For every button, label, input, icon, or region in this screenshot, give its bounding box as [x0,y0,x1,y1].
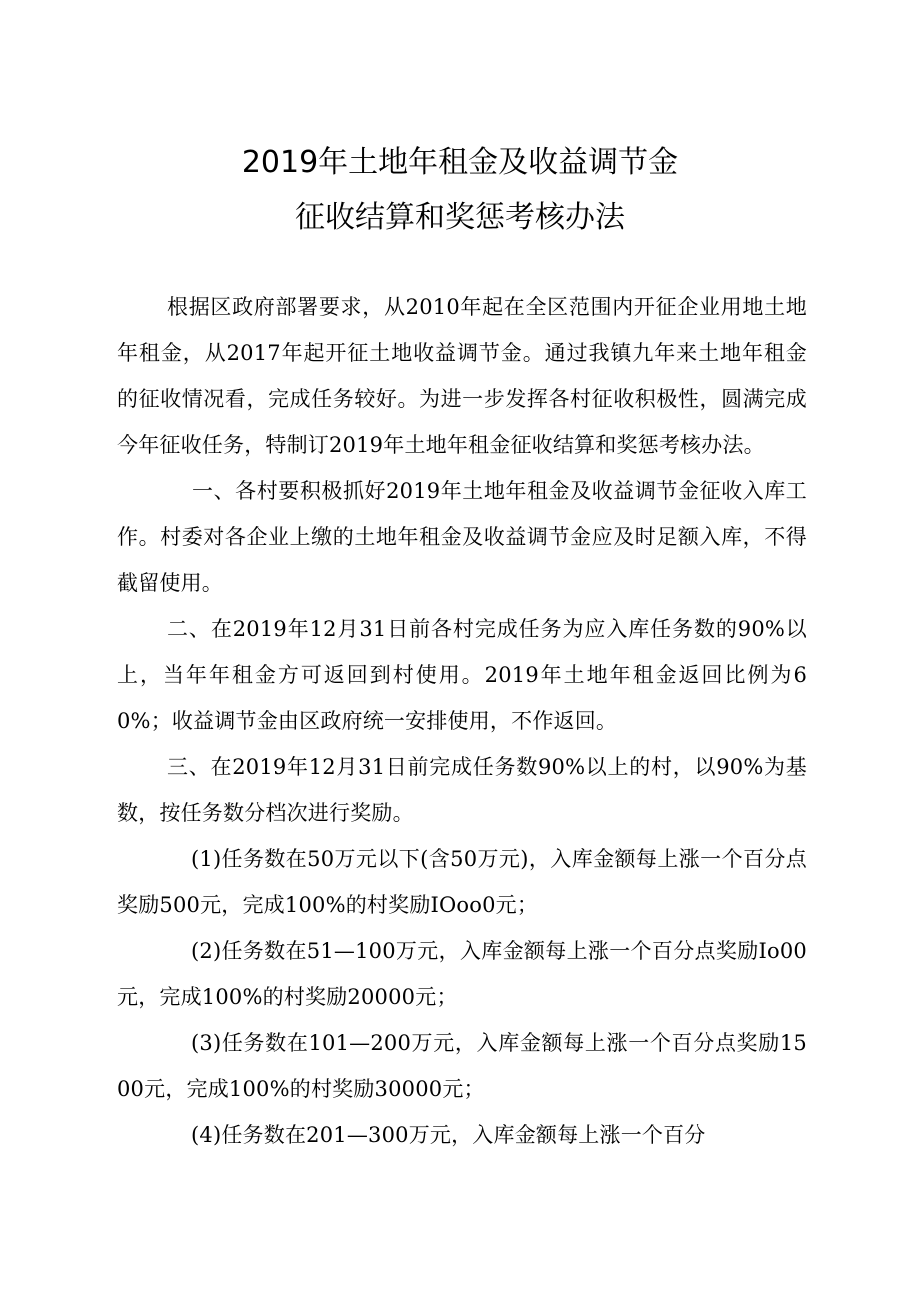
document-title-line-2: 征收结算和奖惩考核办法 [295,200,625,235]
paragraph-item-3: (3)任务数在101—200万元，入库金额每上涨一个百分点奖励1500元，完成100%的村奖励30000元； [117,1031,807,1101]
paragraph-section-1: 一、各村要积极抓好2019年土地年租金及收益调节金征收入库工作。村委对各企业上缴的土地年租金及收益调节金应及时足额入库，不得截留使用。 [117,479,807,595]
paragraph-section-3: 三、在2019年12月31日前完成任务数90%以上的村，以90%为基数，按任务数分档次进行奖励。 [117,755,807,825]
paragraph-item-4: (4)任务数在201—300万元，入库金额每上涨一个百分 [191,1123,706,1147]
document-title-line-1: 2019年土地年租金及收益调节金 [241,145,679,180]
paragraph-item-2: (2)任务数在51—100万元，入库金额每上涨一个百分点奖励Io00元，完成100%的村奖励20000元； [117,939,807,1009]
document-body [117,284,807,1158]
paragraph-section-2: 二、在2019年12月31日前各村完成任务为应入库任务数的90%以上，当年年租金方可返回到村使用。2019年土地年租金返回比例为60%；收益调节金由区政府统一安排使用，不作返回。 [117,617,807,733]
paragraph-item-1: (1)任务数在50万元以下(含50万元)，入库金额每上涨一个百分点奖励500元，完成100%的村奖励IOoo0元； [117,847,807,917]
paragraph-intro: 根据区政府部署要求，从2010年起在全区范围内开征企业用地土地年租金，从2017年起开征土地收益调节金。通过我镇九年来土地年租金的征收情况看，完成任务较好。为进一步发挥各村征收积极性，圆满完成今年征收任务，特制订2019年土地年租金征收结算和奖惩考核办法。 [117,295,807,457]
